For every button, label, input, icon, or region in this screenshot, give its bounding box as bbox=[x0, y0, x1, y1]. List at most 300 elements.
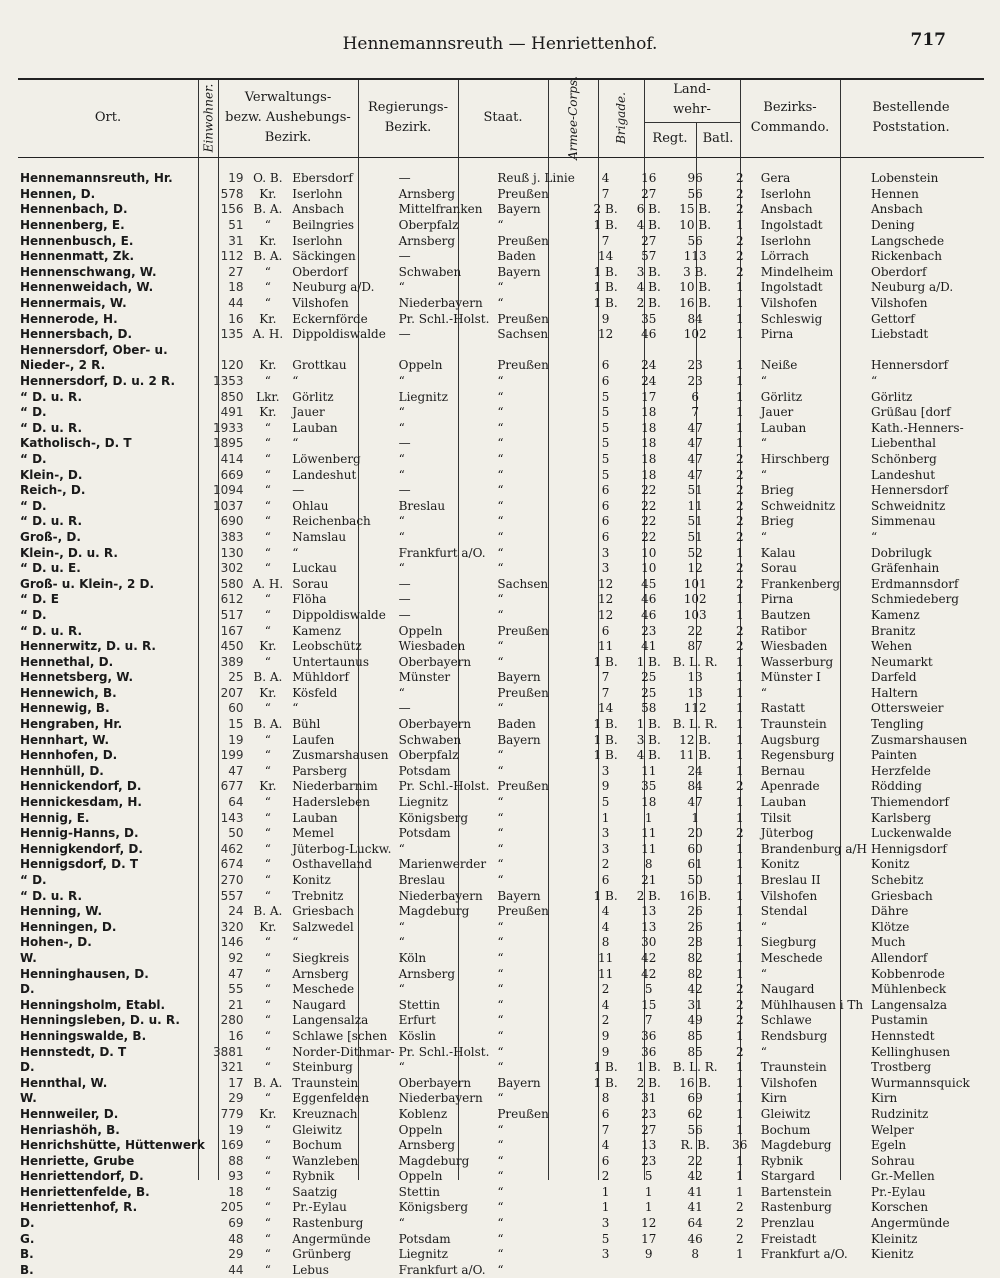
cell: Osthavelland bbox=[292, 857, 373, 872]
cell: 1 B. bbox=[593, 732, 618, 747]
cell: 1 bbox=[735, 950, 744, 965]
cell: Sohrau bbox=[871, 1153, 915, 1168]
cell: 1 B. bbox=[593, 296, 618, 311]
cell: 35 bbox=[641, 779, 657, 794]
cell: 31 bbox=[641, 1091, 657, 1106]
cell: Trebnitz bbox=[292, 888, 344, 903]
cell: 1037 bbox=[212, 498, 244, 513]
cell: 2 bbox=[735, 233, 744, 248]
cell: Bayern bbox=[497, 670, 541, 685]
cell: 1 bbox=[735, 607, 744, 622]
cell: Schleswig bbox=[760, 311, 823, 326]
table-row bbox=[18, 483, 1000, 499]
cell: “ bbox=[497, 389, 504, 404]
cell: 11 bbox=[597, 639, 614, 654]
cell: Ingolstadt bbox=[760, 280, 823, 295]
cell: 2 bbox=[735, 498, 744, 513]
cell: 47 bbox=[687, 451, 703, 466]
cell: “ bbox=[760, 685, 767, 700]
cell: 47 bbox=[687, 795, 703, 810]
cell: “ D. u. E. bbox=[20, 561, 81, 576]
cell: “ bbox=[760, 966, 767, 981]
cell: “ bbox=[497, 1138, 504, 1153]
cell: 7 bbox=[601, 233, 610, 248]
cell: 18 bbox=[641, 795, 657, 810]
cell: 1 bbox=[735, 810, 744, 825]
cell: B. A. bbox=[253, 249, 283, 264]
cell: B. A. bbox=[253, 717, 283, 732]
cell: A. H. bbox=[252, 576, 284, 591]
cell: 1 B. bbox=[636, 654, 661, 669]
table-row bbox=[18, 857, 1000, 873]
cell: 46 bbox=[687, 1231, 703, 1246]
cell: “ bbox=[497, 1247, 504, 1262]
cell: 1 B. bbox=[593, 264, 618, 279]
cell: 35 bbox=[641, 311, 657, 326]
cell: Münster I bbox=[760, 670, 821, 685]
cell: Neumarkt bbox=[871, 654, 933, 669]
cell: 41 bbox=[641, 639, 657, 654]
cell: 2 B. bbox=[636, 1075, 661, 1090]
cell: 49 bbox=[687, 1013, 703, 1028]
cell: 26 bbox=[687, 904, 703, 919]
table-row bbox=[18, 218, 1000, 234]
cell: Kath.-Henners- bbox=[871, 420, 964, 435]
cell: Hennenschwang, W. bbox=[20, 264, 157, 279]
cell: Naugard bbox=[760, 982, 815, 997]
cell: Neuburg a/D. bbox=[871, 280, 954, 295]
header-brigade: Brigade. bbox=[614, 92, 629, 144]
table-row bbox=[18, 1013, 1000, 1029]
cell: Memel bbox=[292, 826, 334, 841]
cell: 62 bbox=[687, 1106, 703, 1121]
cell: 96 bbox=[687, 171, 703, 186]
table-row bbox=[18, 1075, 1000, 1091]
cell: — bbox=[398, 607, 411, 622]
table-row bbox=[18, 280, 1000, 296]
cell: “ bbox=[398, 514, 405, 529]
cell: Preußen bbox=[497, 311, 549, 326]
table-row bbox=[18, 670, 1000, 686]
cell: 6 bbox=[601, 358, 610, 373]
cell: “ bbox=[497, 374, 504, 389]
cell: 2 bbox=[735, 451, 744, 466]
cell: Schlawe [schen bbox=[292, 1028, 388, 1043]
header-landwehr: Land- wehr- bbox=[673, 82, 711, 117]
cell: 1 B. bbox=[636, 717, 661, 732]
cell: 11 bbox=[597, 950, 614, 965]
table-row bbox=[18, 982, 1000, 998]
cell: Branitz bbox=[871, 623, 916, 638]
cell: 23 bbox=[687, 358, 703, 373]
cell: 2 bbox=[735, 529, 744, 544]
cell: Wanzleben bbox=[292, 1153, 359, 1168]
cell: Laufen bbox=[292, 732, 335, 747]
cell: “ D. u. R. bbox=[20, 514, 83, 529]
cell: Apenrade bbox=[760, 779, 820, 794]
cell: 389 bbox=[220, 654, 244, 669]
table-row bbox=[18, 873, 1000, 889]
cell: Niederbayern bbox=[398, 1091, 483, 1106]
cell: 557 bbox=[220, 888, 244, 903]
cell: Rastenburg bbox=[760, 1200, 832, 1215]
cell bbox=[628, 343, 670, 359]
cell: “ bbox=[760, 919, 767, 934]
cell: Erdmannsdorf bbox=[871, 576, 959, 591]
cell: Jauer bbox=[760, 405, 794, 420]
cell: 2 bbox=[735, 249, 744, 264]
cell: 12 bbox=[597, 607, 614, 622]
cell: Preußen bbox=[497, 1106, 549, 1121]
cell: 19 bbox=[228, 732, 244, 747]
cell: 1 bbox=[735, 405, 744, 420]
cell: “ bbox=[264, 982, 271, 997]
cell: Rickenbach bbox=[871, 249, 942, 264]
cell: Ratibor bbox=[760, 623, 807, 638]
cell: Regensburg bbox=[760, 748, 835, 763]
cell: Hennhüll, D. bbox=[20, 763, 104, 778]
cell: “ bbox=[264, 592, 271, 607]
cell: Hennweiler, D. bbox=[20, 1106, 119, 1121]
cell: “ D. bbox=[20, 873, 47, 888]
cell: Lkr. bbox=[256, 389, 280, 404]
cell: “ bbox=[264, 218, 271, 233]
cell: “ bbox=[264, 561, 271, 576]
cell: 17 bbox=[641, 389, 657, 404]
cell: “ bbox=[497, 654, 504, 669]
cell: 27 bbox=[641, 233, 657, 248]
page-number: 717 bbox=[910, 30, 946, 50]
cell: 1 bbox=[735, 748, 744, 763]
cell: Oberdorf bbox=[871, 264, 927, 279]
cell: Magdeburg bbox=[760, 1138, 832, 1153]
cell: “ bbox=[497, 950, 504, 965]
header-regt: Regt. bbox=[652, 131, 688, 146]
cell: “ bbox=[264, 1216, 271, 1231]
cell: Bochum bbox=[292, 1138, 342, 1153]
cell: “ bbox=[760, 467, 767, 482]
table-row bbox=[18, 327, 1000, 343]
cell: Niederbayern bbox=[398, 888, 483, 903]
table-row bbox=[18, 1200, 1000, 1216]
cell: 1 bbox=[735, 763, 744, 778]
cell: Vilshofen bbox=[760, 888, 818, 903]
table-row bbox=[18, 951, 1000, 967]
cell: B. bbox=[20, 1247, 34, 1262]
cell: Hennhofen, D. bbox=[20, 748, 118, 763]
cell: Vilshofen bbox=[871, 296, 928, 311]
cell: Bartenstein bbox=[760, 1184, 832, 1199]
cell: “ bbox=[497, 280, 504, 295]
cell: “ bbox=[497, 1028, 504, 1043]
cell: Hohen-, D. bbox=[20, 935, 92, 950]
cell: W. bbox=[20, 950, 37, 965]
cell: 47 bbox=[228, 763, 244, 778]
cell: 7 bbox=[691, 405, 699, 420]
table-row bbox=[18, 732, 1000, 748]
cell: 10 B. bbox=[679, 218, 712, 233]
cell: “ bbox=[497, 1044, 504, 1059]
cell: 669 bbox=[220, 467, 244, 482]
cell: Kellinghusen bbox=[871, 1044, 951, 1059]
cell: 12 bbox=[597, 327, 614, 342]
cell: “ bbox=[264, 950, 271, 965]
cell: Iserlohn bbox=[760, 186, 812, 201]
cell: “ bbox=[497, 1169, 504, 1184]
cell: 13 bbox=[641, 1138, 657, 1153]
cell: “ bbox=[497, 498, 504, 513]
cell: Lauban bbox=[292, 810, 338, 825]
cell: 6 bbox=[601, 374, 610, 389]
table-row bbox=[18, 997, 1000, 1013]
cell: 85 bbox=[687, 1028, 703, 1043]
cell: 7 bbox=[601, 186, 610, 201]
table-row bbox=[18, 935, 1000, 951]
table-row bbox=[18, 623, 1000, 639]
cell: Pirna bbox=[760, 592, 794, 607]
table-row bbox=[18, 233, 1000, 249]
cell: “ bbox=[264, 1231, 271, 1246]
cell: Henninghausen, D. bbox=[20, 966, 149, 981]
cell: 280 bbox=[220, 1013, 244, 1028]
cell: 2 bbox=[735, 779, 744, 794]
cell: Magdeburg bbox=[398, 904, 470, 919]
table-row bbox=[18, 717, 1000, 733]
cell: “ bbox=[398, 451, 405, 466]
cell: Niederbarnim bbox=[292, 779, 378, 794]
cell: Liebenthal bbox=[871, 436, 936, 451]
cell: 1 bbox=[735, 1153, 744, 1168]
cell: D. bbox=[20, 1060, 35, 1075]
cell: 4 B. bbox=[636, 280, 661, 295]
cell: 1 bbox=[735, 857, 744, 872]
cell: “ bbox=[497, 1231, 504, 1246]
cell: Ebersdorf bbox=[292, 171, 353, 186]
cell: Preußen bbox=[497, 186, 549, 201]
cell: Kr. bbox=[259, 358, 277, 373]
cell: Hennickendorf, D. bbox=[20, 779, 142, 794]
cell: “ bbox=[497, 748, 504, 763]
table-row bbox=[18, 1122, 1000, 1138]
cell: 92 bbox=[228, 950, 244, 965]
cell: Lauban bbox=[760, 795, 807, 810]
cell: “ D. E bbox=[20, 592, 59, 607]
table-row bbox=[18, 764, 1000, 780]
cell: Magdeburg bbox=[398, 1153, 470, 1168]
cell: 22 bbox=[641, 483, 657, 498]
cell: 2 bbox=[735, 982, 744, 997]
cell: Naugard bbox=[292, 997, 346, 1012]
cell: 27 bbox=[641, 1122, 657, 1137]
cell: Hennewig, B. bbox=[20, 701, 110, 716]
cell: Hennersdorf, Ober- u. bbox=[20, 342, 168, 357]
cell: “ bbox=[497, 514, 504, 529]
cell: Lauban bbox=[760, 420, 807, 435]
cell: Löwenberg bbox=[292, 451, 361, 466]
cell: Görlitz bbox=[760, 389, 803, 404]
cell: 5 bbox=[644, 982, 653, 997]
cell: Eckernförde bbox=[292, 311, 368, 326]
cell: 3 bbox=[601, 763, 610, 778]
cell bbox=[869, 1263, 1000, 1278]
cell bbox=[397, 343, 496, 359]
cell: “ bbox=[264, 296, 271, 311]
cell: Potsdam bbox=[398, 763, 451, 778]
table-row bbox=[18, 187, 1000, 203]
table-row bbox=[18, 1231, 1000, 1247]
cell: Henningen, D. bbox=[20, 919, 117, 934]
cell: “ bbox=[264, 483, 271, 498]
cell: 9 bbox=[601, 779, 610, 794]
cell: 2 bbox=[735, 1044, 744, 1059]
cell: 4 B. bbox=[636, 218, 661, 233]
cell: 29 bbox=[228, 1091, 244, 1106]
cell: Angermünde bbox=[871, 1216, 950, 1231]
cell: A. H. bbox=[252, 327, 284, 342]
table-row bbox=[18, 1153, 1000, 1169]
cell: Baden bbox=[497, 249, 536, 264]
cell: Henningsleben, D. u. R. bbox=[20, 1013, 180, 1028]
cell: 1895 bbox=[212, 436, 244, 451]
cell: “ bbox=[497, 592, 504, 607]
cell: “ bbox=[497, 436, 504, 451]
cell: Henningsholm, Etabl. bbox=[20, 997, 166, 1012]
cell: “ D. u. R. bbox=[20, 389, 83, 404]
cell: 156 bbox=[220, 202, 244, 217]
cell: 23 bbox=[687, 374, 703, 389]
cell: 15 B. bbox=[679, 202, 712, 217]
cell: Kamenz bbox=[871, 607, 920, 622]
cell: Arnsberg bbox=[398, 966, 456, 981]
cell: Hennenmatt, Zk. bbox=[20, 249, 134, 264]
cell: Oppeln bbox=[398, 1122, 443, 1137]
cell: Thiemendorf bbox=[871, 795, 949, 810]
cell: 17 bbox=[228, 1075, 244, 1090]
cell: 1 bbox=[735, 841, 744, 856]
cell: Grünberg bbox=[292, 1247, 352, 1262]
cell: Hennthal, W. bbox=[20, 1075, 108, 1090]
cell: 1 bbox=[735, 1122, 744, 1137]
cell: Säckingen bbox=[292, 249, 356, 264]
cell: Landeshut bbox=[292, 467, 357, 482]
cell: Traunstein bbox=[292, 1075, 359, 1090]
cell: Saatzig bbox=[292, 1184, 338, 1199]
cell: 23 bbox=[641, 1153, 657, 1168]
cell: 6 bbox=[601, 514, 610, 529]
cell: Kreuznach bbox=[292, 1106, 358, 1121]
cell: Nieder-, 2 R. bbox=[20, 358, 106, 373]
cell: “ bbox=[264, 654, 271, 669]
cell: Dippoldiswalde bbox=[292, 607, 386, 622]
cell: Königsberg bbox=[398, 1200, 469, 1215]
cell: Potsdam bbox=[398, 1231, 451, 1246]
cell: “ bbox=[497, 561, 504, 576]
cell: 6 bbox=[691, 389, 699, 404]
cell: 21 bbox=[641, 873, 657, 888]
cell: B. L. R. bbox=[672, 1060, 718, 1075]
cell: “ bbox=[264, 826, 271, 841]
cell: 207 bbox=[220, 685, 244, 700]
cell: Bernau bbox=[760, 763, 806, 778]
cell: “ D. u. R. bbox=[20, 420, 83, 435]
cell: 9 bbox=[601, 1044, 610, 1059]
cell bbox=[759, 1263, 869, 1278]
cell: Jauer bbox=[292, 405, 325, 420]
cell: Schebitz bbox=[871, 873, 924, 888]
cell: Konitz bbox=[292, 873, 331, 888]
cell: Liegnitz bbox=[398, 795, 448, 810]
cell: 2 B. bbox=[636, 888, 661, 903]
cell: 6 bbox=[601, 483, 610, 498]
cell: 8 bbox=[644, 857, 653, 872]
cell: 13 bbox=[641, 904, 657, 919]
cell: 24 bbox=[687, 763, 703, 778]
cell: “ bbox=[871, 529, 878, 544]
cell: “ bbox=[398, 529, 405, 544]
cell: 8 bbox=[601, 935, 610, 950]
cell: “ bbox=[760, 436, 767, 451]
table-row bbox=[18, 545, 1000, 561]
cell: Meschede bbox=[760, 950, 823, 965]
cell: 101 bbox=[683, 576, 707, 591]
cell: Köln bbox=[398, 950, 427, 965]
cell: Henriettenhof, R. bbox=[20, 1200, 138, 1215]
cell: Neiße bbox=[760, 358, 798, 373]
cell: 674 bbox=[220, 857, 244, 872]
cell: 612 bbox=[220, 592, 244, 607]
cell: 30 bbox=[641, 935, 657, 950]
cell bbox=[495, 343, 583, 359]
cell: 1 bbox=[735, 296, 744, 311]
cell: Wiesbaden bbox=[760, 639, 828, 654]
cell: 22 bbox=[641, 529, 657, 544]
cell: 13 bbox=[687, 670, 703, 685]
cell: 44 bbox=[228, 296, 244, 311]
table-row bbox=[18, 654, 1000, 670]
cell bbox=[628, 1263, 670, 1278]
cell: O. B. bbox=[253, 171, 283, 186]
table-row bbox=[18, 311, 1000, 327]
cell: Steinburg bbox=[292, 1060, 353, 1075]
cell: Oberbayern bbox=[398, 654, 472, 669]
cell: Bühl bbox=[292, 717, 321, 732]
table-row bbox=[18, 701, 1000, 717]
cell: 56 bbox=[687, 233, 703, 248]
cell: Hennersbach, D. bbox=[20, 327, 133, 342]
cell: 4 bbox=[601, 171, 610, 186]
cell: “ bbox=[497, 1262, 504, 1277]
cell: 4 bbox=[601, 997, 610, 1012]
cell: Jüterbog-Luckw. bbox=[292, 841, 392, 856]
cell: Prenzlau bbox=[760, 1216, 815, 1231]
cell bbox=[246, 343, 291, 359]
cell: Henrichshütte, Hüttenwerk bbox=[20, 1138, 205, 1153]
cell: “ bbox=[497, 795, 504, 810]
cell: “ bbox=[398, 841, 405, 856]
cell: Hennenbusch, E. bbox=[20, 233, 134, 248]
cell: Baden bbox=[497, 717, 536, 732]
cell: Frankfurt a/O. bbox=[398, 545, 486, 560]
cell: 56 bbox=[687, 186, 703, 201]
cell: 1 bbox=[735, 966, 744, 981]
cell: Hennermais, W. bbox=[20, 296, 127, 311]
cell: 113 bbox=[683, 249, 707, 264]
table-row bbox=[18, 498, 1000, 514]
cell: Henriette, Grube bbox=[20, 1153, 135, 1168]
cell: B. L. R. bbox=[672, 717, 718, 732]
cell: 1 B. bbox=[593, 717, 618, 732]
cell: 18 bbox=[641, 405, 657, 420]
